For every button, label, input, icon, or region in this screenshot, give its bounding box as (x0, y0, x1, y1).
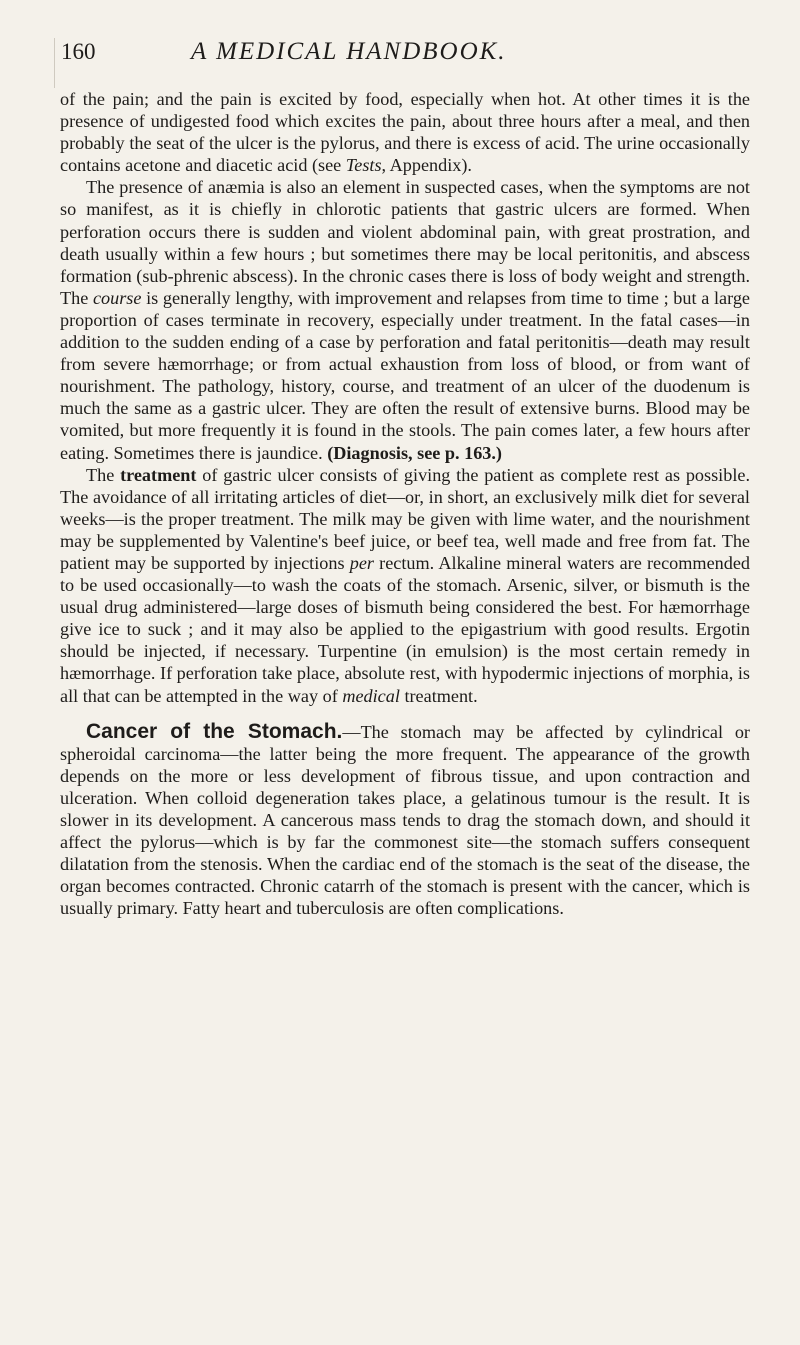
diagnosis-reference: (Diagnosis, see p. 163.) (327, 442, 502, 463)
para3-text-after: rectum. Alkaline mineral waters are recommended to be used occasionally—to wash the coats of the stomach. Arsenic, silver, or bismuth is the usual drug administered—large doses of bismuth being considered the best. For hæmorrhage give ice to suck ; and it may also be applied to the epigastrium with good results. Ergotin should be injected, if necessary. Turpentine (in emulsion) is the most certain remedy in hæmorrhage. If perforation take place, absolute rest, with hypodermic injections of morphia, is all that can be attempted in the way of (60, 552, 750, 706)
para3-text-middle: of gastric ulcer consists of giving the patient as complete rest as possible. The avoidance of all irritating articles of diet—or, in short, an exclusively milk diet for several weeks—is the proper treatment. The milk may be given with lime water, and the nourishment may be supplemented by Valentine's beef juice, or beef tea, well made and free from fat. The patient may be supported by injections (60, 464, 750, 573)
running-title: A MEDICAL HANDBOOK. (191, 38, 507, 65)
para2-text-before: The presence of anæmia is also an element in suspected cases, when the symptoms are not so manifest, as it is chiefly in chlorotic patients that gastric ulcers are formed. When perforation occurs there is sudden and violent abdominal pain, with great prostration, and death usually within a few hours ; but sometimes there may be local peritonitis, and abscess formation (sub-phrenic abscess). In the chronic cases there is loss of body weight and strength. The (60, 177, 750, 308)
paragraph-treatment (60, 464, 750, 707)
treatment-term: treatment (120, 464, 197, 485)
medical-term: medical (342, 685, 400, 706)
para3-text-end: treatment. (399, 685, 478, 706)
para3-text-before: The (86, 464, 121, 485)
para1-text-after: , Appendix). (381, 155, 472, 176)
paragraph-cancer-of-stomach (60, 721, 750, 920)
para1-text: of the pain; and the pain is excited by food, especially when hot. At other times it is the presence of undigested food which excites the pain, about three hours after a meal, and then probably the seat of the ulcer is the pylorus, and there is excess of acid. The urine occasionally contains acetone and diacetic acid (see (60, 89, 750, 176)
paragraph-anaemia-course (60, 176, 750, 463)
section-heading-cancer: Cancer of the Stomach. (86, 719, 343, 743)
book-page (60, 38, 750, 919)
page-number: 160 (61, 39, 96, 64)
para4-text: —The stomach may be affected by cylindrical or spheroidal carcinoma—the latter being the more frequent. The appearance of the growth depends on the more or less development of fibrous tissue, and upon contraction and ulceration. When colloid degeneration takes place, a gelatinous tumour is the result. It is slower in its development. A cancerous mass tends to drag the stomach down, and should it affect the pylorus—which is by far the commonest site—the stomach suffers consequent dilatation from the stenosis. When the cardiac end of the stomach is the seat of the disease, the organ becomes contracted. Chronic catarrh of the stomach is present with the cancer, which is usually primary. Fatty heart and tuberculosis are often complications. (60, 721, 750, 919)
page-header (54, 38, 750, 88)
tests-reference: Tests (345, 155, 382, 176)
para2-text-after: is generally lengthy, with improvement and relapses from time to time ; but a large proportion of cases terminate in recovery, especially under treatment. In the fatal cases—in addition to the sudden ending of a case by perforation and fatal peritonitis—death may result from severe hæmorrhage; or from actual exhaustion from loss of blood, or from want of nourishment. The pathology, history, course, and treatment of an ulcer of the duodenum is much the same as a gastric ulcer. They are often the result of extensive burns. Blood may be vomited, but more frequently it is found in the stools. The pain comes later, a few hours after eating. Sometimes there is jaundice. (60, 287, 750, 463)
paragraph-pain-symptoms (60, 88, 750, 176)
course-term: course (92, 287, 142, 308)
per-term: per (349, 552, 374, 573)
